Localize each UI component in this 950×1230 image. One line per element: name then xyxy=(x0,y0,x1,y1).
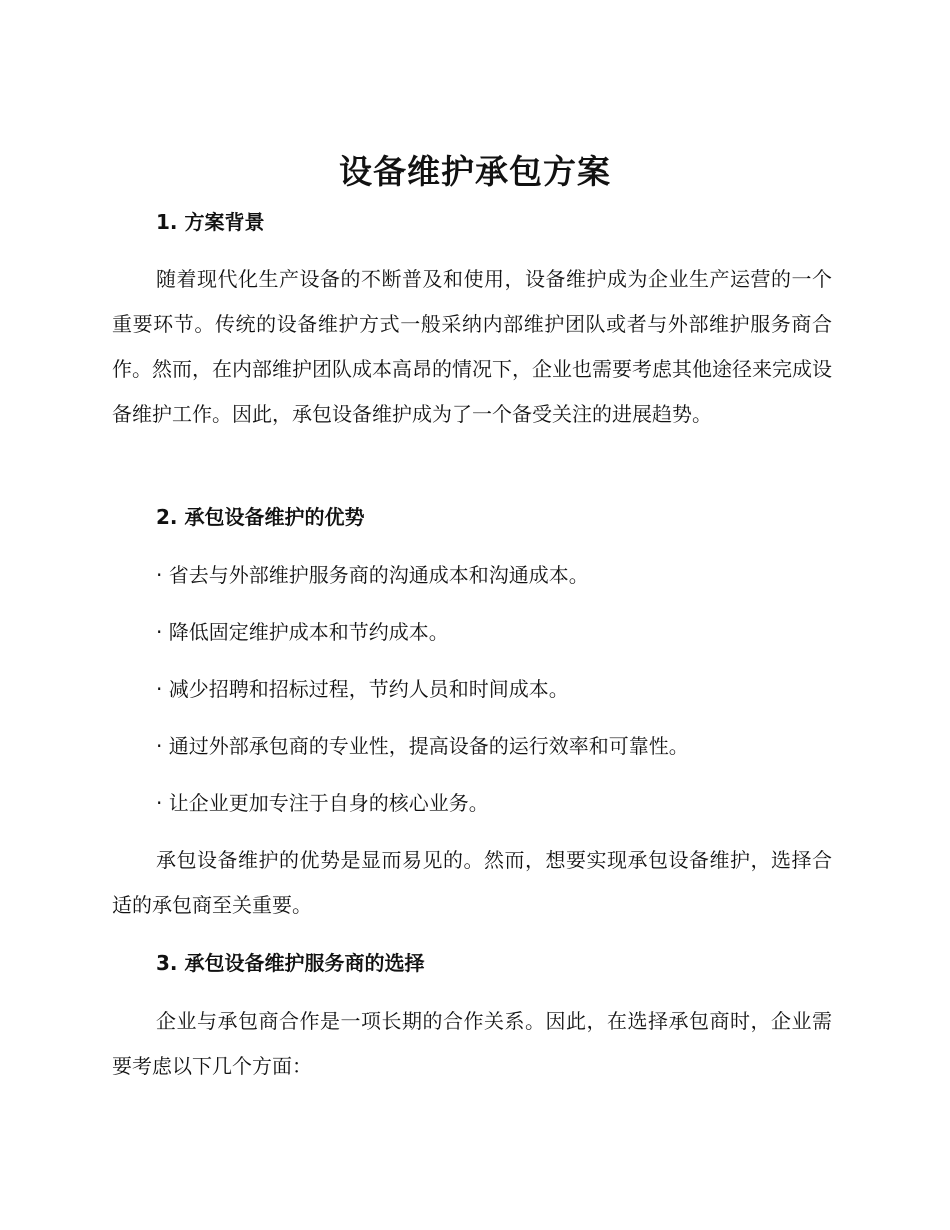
section-heading-background: 1. 方案背景 xyxy=(156,210,265,234)
document-title: 设备维护承包方案 xyxy=(339,152,611,191)
section-heading-advantages: 2. 承包设备维护的优势 xyxy=(156,505,365,529)
paragraph-background: 随着现代化生产设备的不断普及和使用，设备维护成为企业生产运营的一个重要环节。传统的设备维护方式一般采纳内部维护团队或者与外部维护服务商合作。然而，在内部维护团队成本高昂的情况下，企业也需要考虑其他途径来完成设备维护工作。因此，承包设备维护成为了一个备受关注的进展趋势。 xyxy=(112,267,832,426)
bullet-item: · 让企业更加专注于自身的核心业务。 xyxy=(156,791,489,815)
bullet-item: · 省去与外部维护服务商的沟通成本和沟通成本。 xyxy=(156,563,589,587)
paragraph-selection: 企业与承包商合作是一项长期的合作关系。因此，在选择承包商时，企业需要考虑以下几个方面： xyxy=(112,1009,832,1078)
bullet-item: · 通过外部承包商的专业性，提高设备的运行效率和可靠性。 xyxy=(156,734,689,758)
paragraph-advantages-summary: 承包设备维护的优势是显而易见的。然而，想要实现承包设备维护，选择合适的承包商至关重要。 xyxy=(112,848,832,917)
section-heading-selection: 3. 承包设备维护服务商的选择 xyxy=(156,951,425,975)
bullet-item: · 减少招聘和招标过程，节约人员和时间成本。 xyxy=(156,677,569,701)
bullet-item: · 降低固定维护成本和节约成本。 xyxy=(156,620,449,644)
